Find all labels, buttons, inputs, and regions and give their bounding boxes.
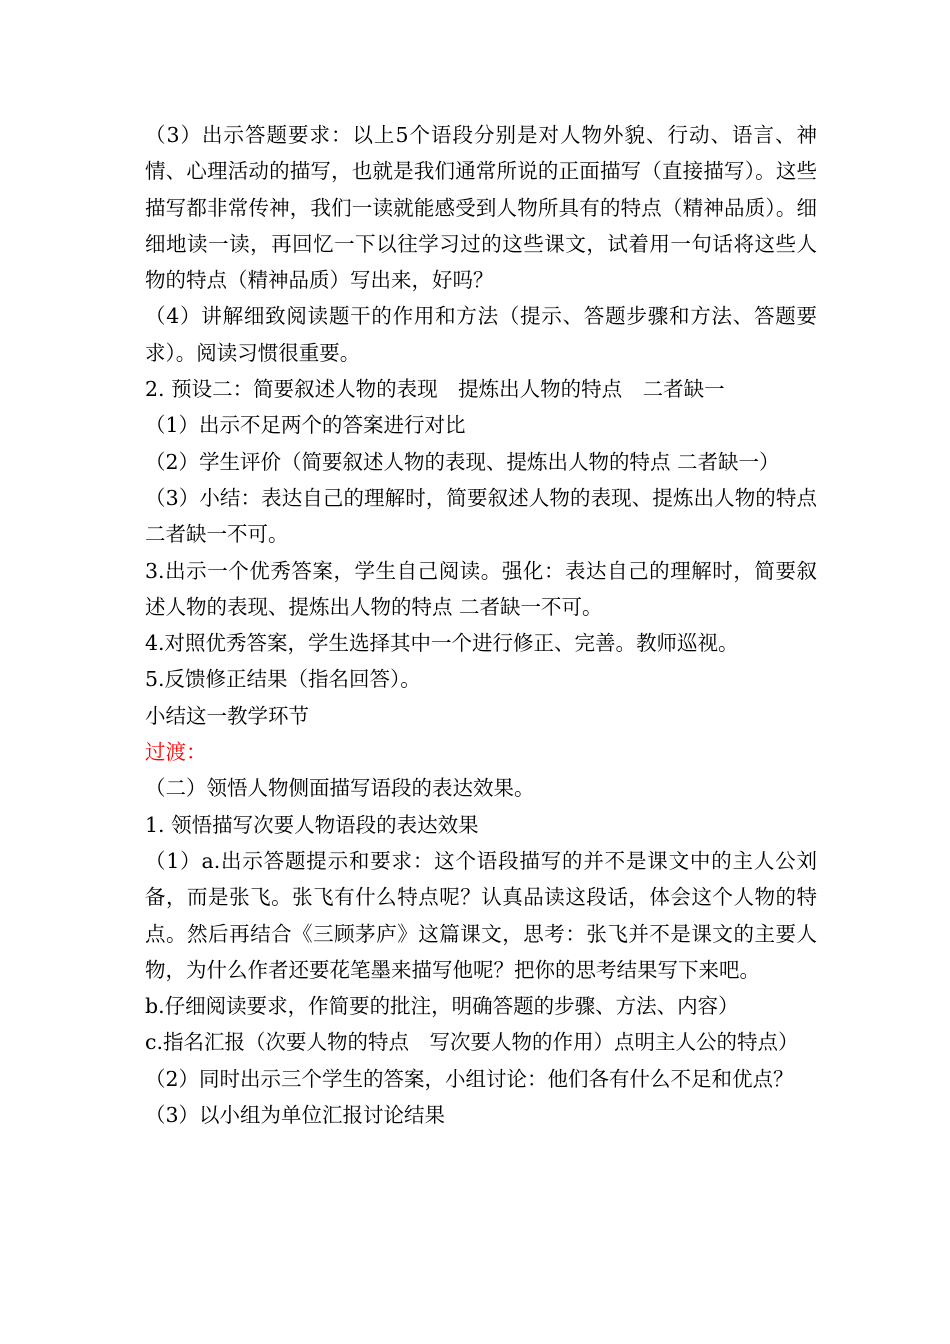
paragraph-secondary-character: 1. 领悟描写次要人物语段的表达效果 <box>145 812 479 837</box>
paragraph-student-evaluation: （2）学生评价（简要叙述人物的表现、提炼出人物的特点 二者缺一） <box>145 449 780 474</box>
paragraph-transition: 过渡： <box>145 740 207 765</box>
paragraph-answer-requirement: （3）出示答题要求：以上5个语段分别是对人物外貌、行动、语言、神情、心理活动的描写，也就是我们通常所说的正面描写（直接描写）。这些描写都非常传神，我们一读就能感受到人物所具有的特点（精神品质）。细细地读一读，再回忆一下以往学习过的这些课文，试着用一句话将这些人物的特点（精神品质）写出来，好吗？ <box>145 123 817 293</box>
paragraph-feedback: 5.反馈修正结果（指名回答）。 <box>145 667 421 692</box>
paragraph-prompt-c: c.指名汇报（次要人物的特点 写次要人物的作用）点明主人公的特点） <box>145 1030 799 1055</box>
paragraph-section-two-heading: （二）领悟人物侧面描写语段的表达效果。 <box>145 776 535 801</box>
paragraph-preset-two: 2. 预设二：简要叙述人物的表现 提炼出人物的特点 二者缺一 <box>145 377 725 402</box>
paragraph-revise-answer: 4.对照优秀答案，学生选择其中一个进行修正、完善。教师巡视。 <box>145 631 739 656</box>
paragraph-section-summary: 小结这一教学环节 <box>145 703 309 728</box>
paragraph-group-discussion: （2）同时出示三个学生的答案，小组讨论：他们各有什么不足和优点？ <box>145 1066 794 1091</box>
paragraph-group-report: （3）以小组为单位汇报讨论结果 <box>145 1103 446 1128</box>
paragraph-summary-one: （3）小结：表达自己的理解时，简要叙述人物的表现、提炼出人物的特点 二者缺一不可。 <box>145 485 824 547</box>
document-body <box>145 117 824 1133</box>
paragraph-compare-answers: （1）出示不足两个的答案进行对比 <box>145 413 466 438</box>
paragraph-explain-reading: （4）讲解细致阅读题干的作用和方法（提示、答题步骤和方法、答题要求）。阅读习惯很重要。 <box>145 304 817 365</box>
paragraph-prompt-a: （1）a.出示答题提示和要求：这个语段描写的并不是课文中的主人公刘备，而是张飞。张飞有什么特点呢？认真品读这段话，体会这个人物的特点。然后再结合《三顾茅庐》这篇课文，思考：张飞并不是课文的主要人物，为什么作者还要花笔墨来描写他呢？把你的思考结果写下来吧。 <box>145 848 817 982</box>
paragraph-excellent-answer: 3.出示一个优秀答案，学生自己阅读。强化：表达自己的理解时，简要叙述人物的表现、提炼出人物的特点 二者缺一不可。 <box>145 558 817 619</box>
paragraph-prompt-b: b.仔细阅读要求，作简要的批注，明确答题的步骤、方法、内容） <box>145 994 739 1019</box>
